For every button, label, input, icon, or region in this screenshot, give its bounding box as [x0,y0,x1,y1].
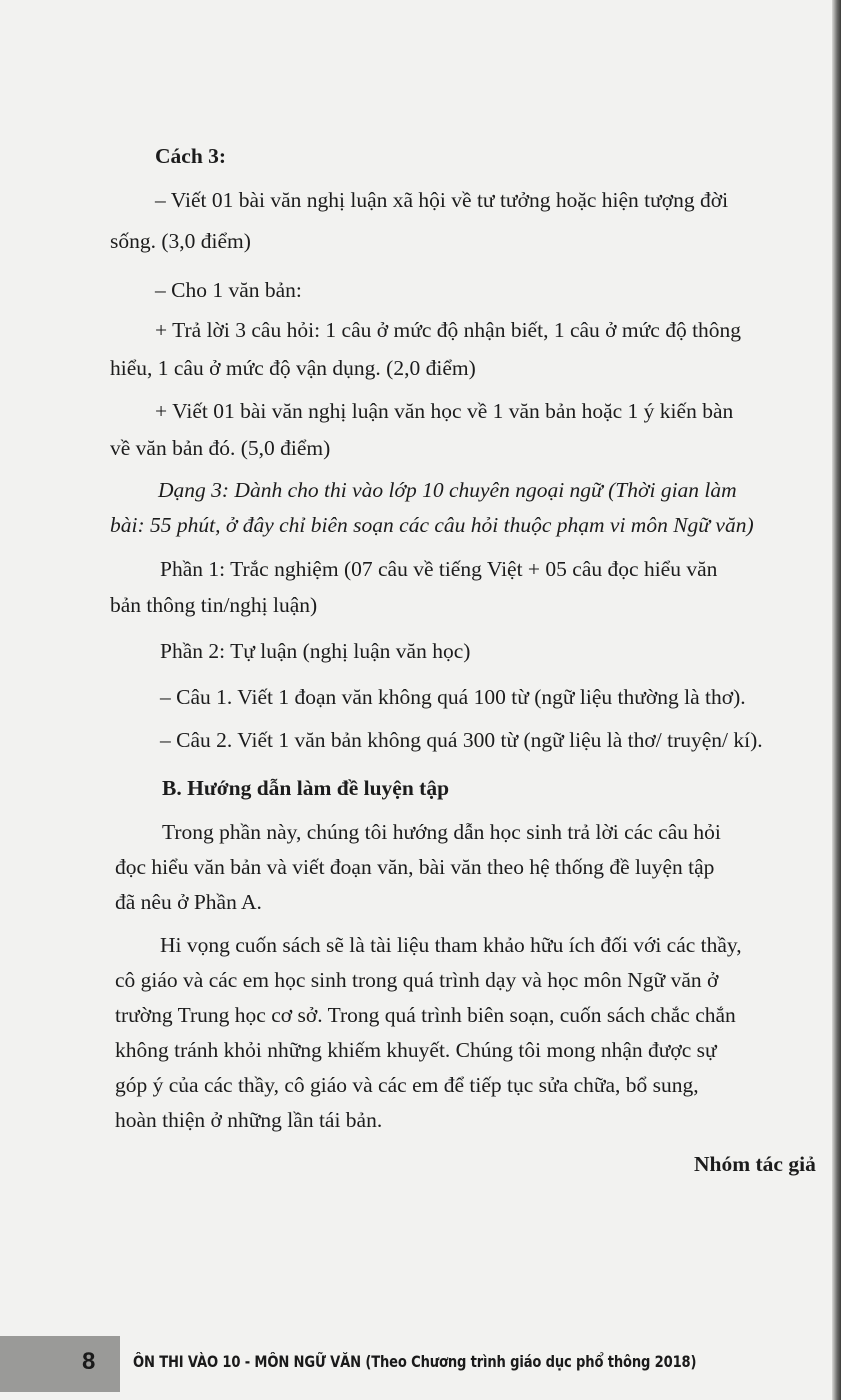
page-number: 8 [82,1348,96,1375]
page-footer [0,1336,841,1392]
text-line: Hi vọng cuốn sách sẽ là tài liệu tham khảo hữu ích đối với các thầy, [160,933,742,957]
text-line: – Câu 1. Viết 1 đoạn văn không quá 100 từ (ngữ liệu thường là thơ). [160,685,746,709]
italic-line: Dạng 3: Dành cho thi vào lớp 10 chuyên ngoại ngữ (Thời gian làm [158,478,737,502]
text-line: góp ý của các thầy, cô giáo và các em để tiếp tục sửa chữa, bổ sung, [115,1073,699,1097]
heading-cach-3: Cách 3: [155,144,227,168]
text-line: – Câu 2. Viết 1 văn bản không quá 300 từ (ngữ liệu là thơ/ truyện/ kí). [160,728,763,752]
text-line: + Trả lời 3 câu hỏi: 1 câu ở mức độ nhận biết, 1 câu ở mức độ thông [155,318,742,342]
text-line: đã nêu ở Phần A. [115,890,262,914]
text-line: sống. (3,0 điểm) [110,229,251,253]
text-line: Phần 1: Trắc nghiệm (07 câu về tiếng Việt + 05 câu đọc hiểu văn [160,557,718,581]
text-line: Trong phần này, chúng tôi hướng dẫn học sinh trả lời các câu hỏi [162,820,721,844]
text-line: đọc hiểu văn bản và viết đoạn văn, bài văn theo hệ thống đề luyện tập [115,855,715,879]
book-title: ÔN THI VÀO 10 - MÔN NGỮ VĂN [133,1352,361,1371]
author-signature: Nhóm tác giả [694,1152,816,1176]
text-line: hoàn thiện ở những lần tái bản. [115,1108,383,1132]
text-line: + Viết 01 bài văn nghị luận văn học về 1 văn bản hoặc 1 ý kiến bàn [155,399,734,423]
text-line: cô giáo và các em học sinh trong quá trình dạy và học môn Ngữ văn ở [115,968,719,992]
text-line: trường Trung học cơ sở. Trong quá trình biên soạn, cuốn sách chắc chắn [115,1003,736,1027]
text-line: bản thông tin/nghị luận) [110,593,318,617]
text-line: – Viết 01 bài văn nghị luận xã hội về tư tưởng hoặc hiện tượng đời [155,188,729,212]
running-title [133,1352,696,1371]
text-line: – Cho 1 văn bản: [155,278,302,302]
page-edge-shadow [832,0,841,1400]
page-number-box [0,1336,120,1392]
text-line: hiểu, 1 câu ở mức độ vận dụng. (2,0 điểm) [110,356,476,380]
text-line: về văn bản đó. (5,0 điểm) [110,436,331,460]
heading-section-b: B. Hướng dẫn làm đề luyện tập [162,776,450,800]
book-subtitle: (Theo Chương trình giáo dục phổ thông 2018) [365,1352,697,1371]
text-line: không tránh khỏi những khiếm khuyết. Chúng tôi mong nhận được sự [115,1038,717,1062]
italic-line: bài: 55 phút, ở đây chỉ biên soạn các câu hỏi thuộc phạm vi môn Ngữ văn) [110,513,754,537]
text-line: Phần 2: Tự luận (nghị luận văn học) [160,639,471,663]
